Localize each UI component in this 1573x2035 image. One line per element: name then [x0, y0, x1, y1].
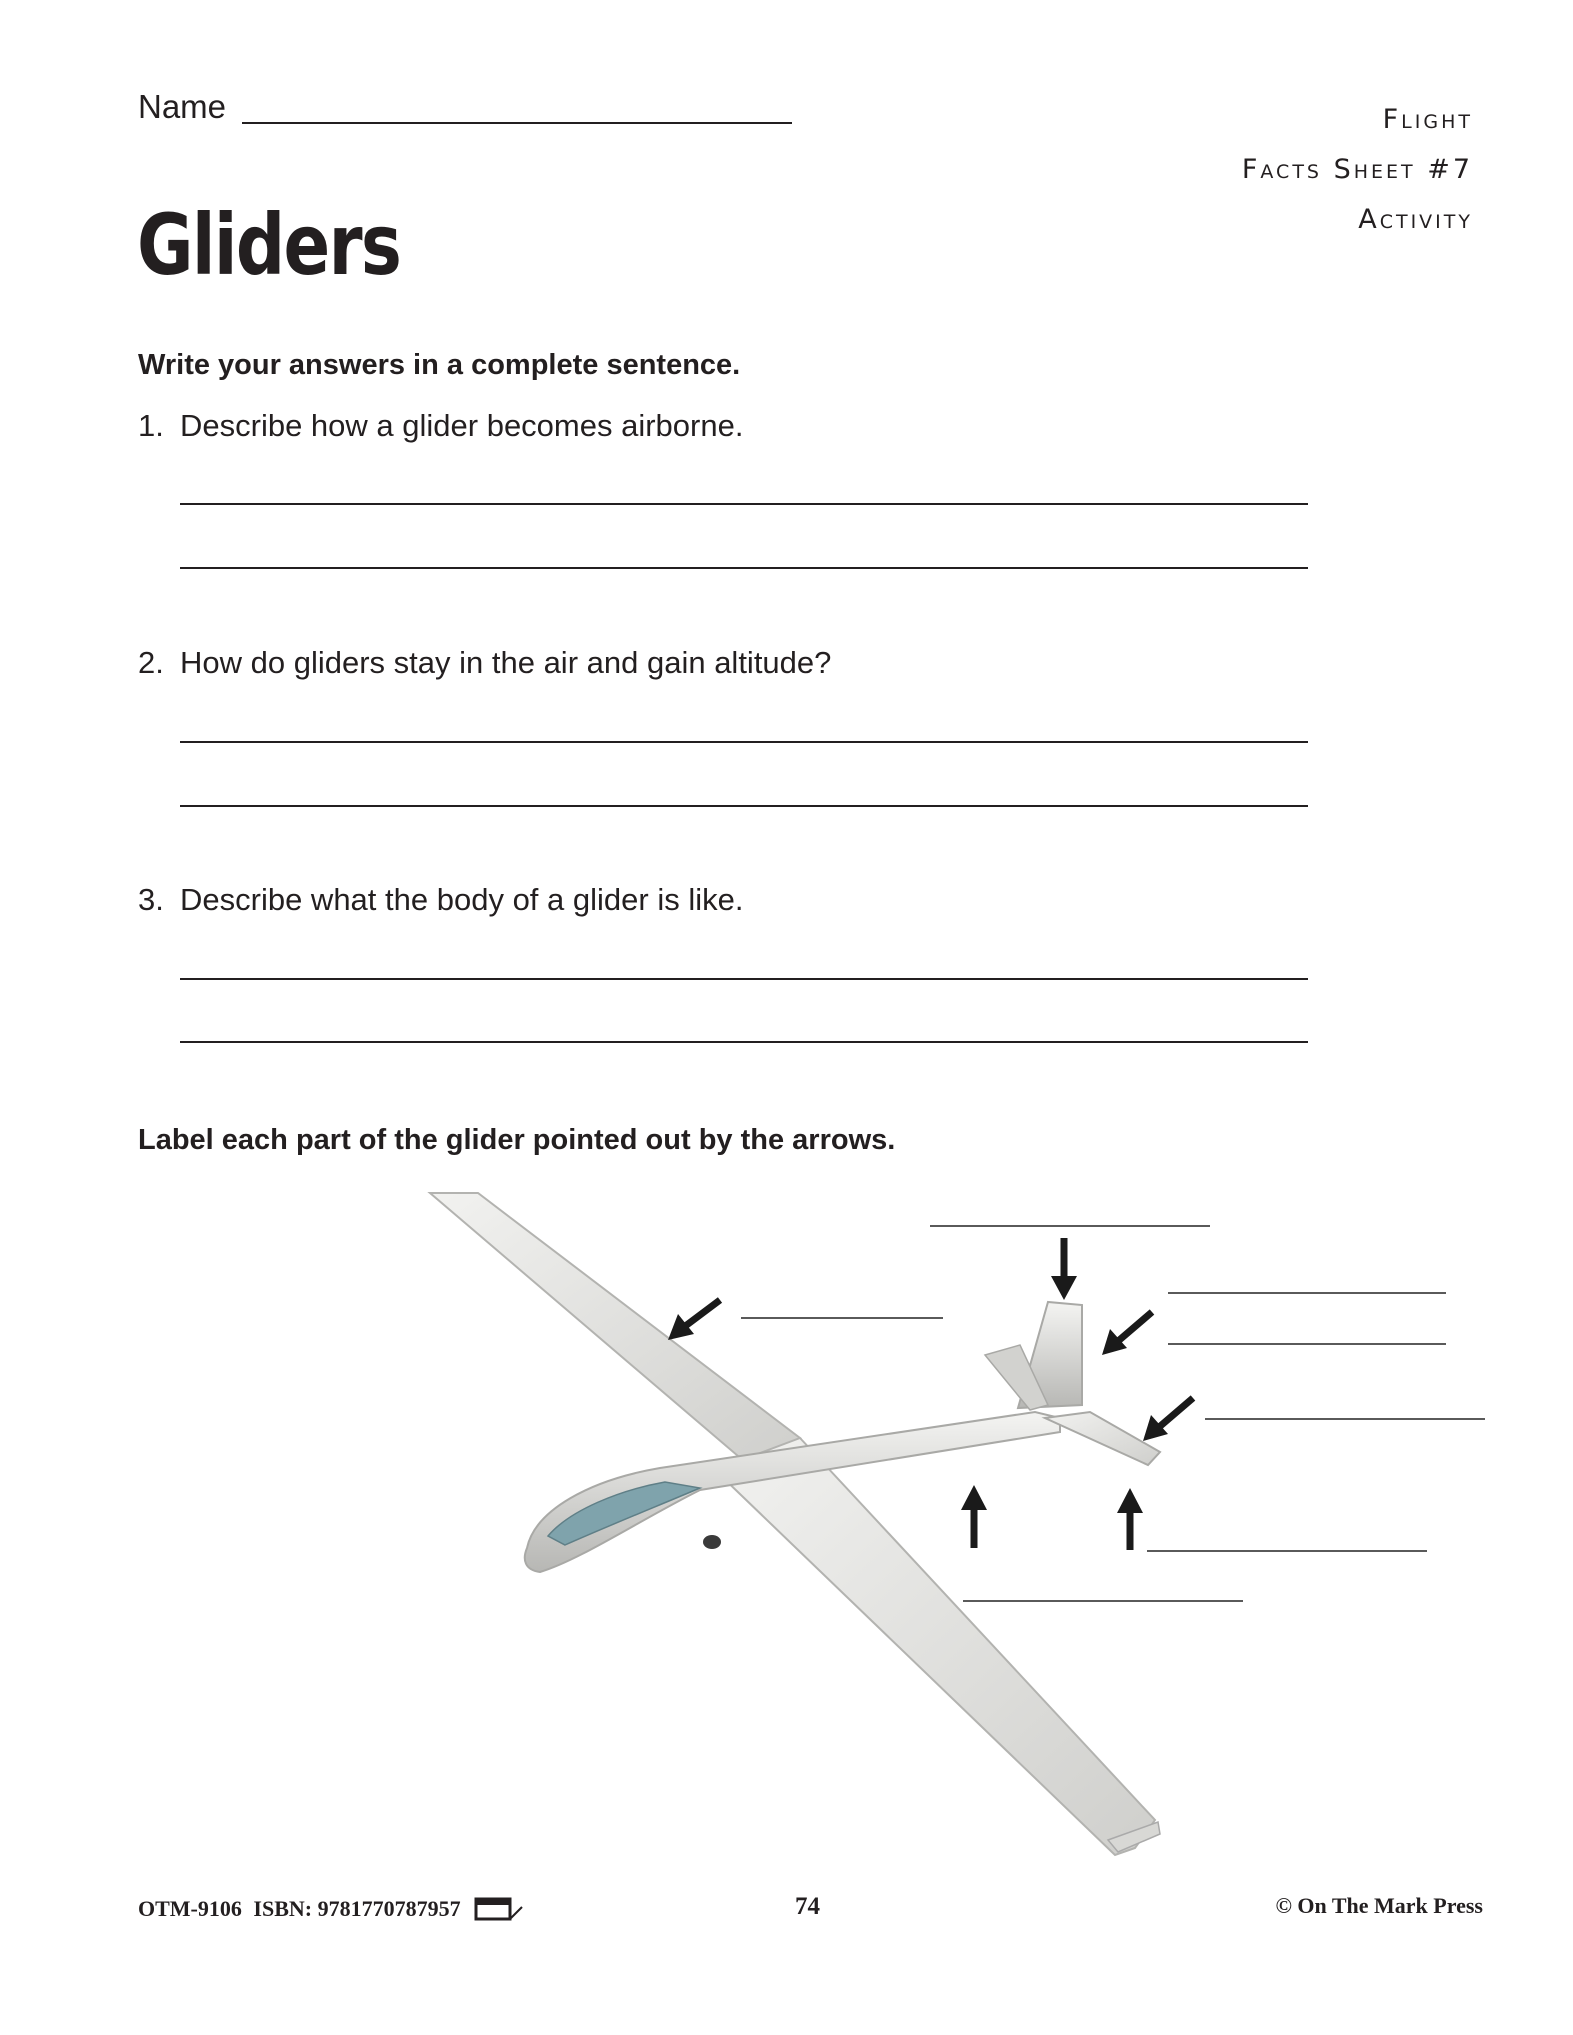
- product-code: OTM-9106: [138, 1896, 242, 1922]
- publisher-logo-icon: [472, 1893, 524, 1929]
- section1-instruction: Write your answers in a complete sentence.: [138, 349, 741, 381]
- footer-left: [138, 1893, 524, 1929]
- right-stabilizer: [1045, 1412, 1160, 1465]
- pointer-arrows: [668, 1238, 1193, 1550]
- landing-wheel: [703, 1535, 721, 1549]
- question-text: How do gliders stay in the air and gain altitude?: [180, 645, 832, 680]
- left-wing: [430, 1193, 800, 1462]
- question-text: Describe how a glider becomes airborne.: [180, 408, 744, 443]
- series-line-type: Activity: [1358, 204, 1473, 235]
- arrow-stabilizer: [1117, 1488, 1143, 1550]
- arrow-fin-top: [1051, 1238, 1077, 1300]
- series-line-sheet: Facts Sheet #7: [1241, 154, 1473, 185]
- label-line-rudder[interactable]: [1168, 1343, 1446, 1345]
- label-line-wing[interactable]: [741, 1317, 943, 1319]
- publisher: © On The Mark Press: [1275, 1893, 1483, 1918]
- section2-instruction: Label each part of the glider pointed out by the arrows.: [138, 1124, 896, 1156]
- label-line-upper-right[interactable]: [1168, 1292, 1446, 1294]
- arrow-fuselage: [961, 1485, 987, 1548]
- page-number: 74: [795, 1893, 820, 1920]
- label-line-fin-top[interactable]: [930, 1225, 1210, 1227]
- arrow-wing: [668, 1300, 720, 1340]
- right-wing: [715, 1438, 1155, 1855]
- isbn: ISBN: 9781770787957: [253, 1896, 461, 1922]
- question-number: 1.: [138, 408, 164, 443]
- arrow-rudder: [1102, 1312, 1152, 1355]
- arrow-elevator: [1143, 1398, 1193, 1441]
- name-label: Name: [138, 88, 227, 125]
- page-title: Gliders: [137, 196, 401, 294]
- label-line-elevator[interactable]: [1205, 1418, 1485, 1420]
- question-number: 2.: [138, 645, 164, 680]
- label-line-stabilizer[interactable]: [1147, 1550, 1427, 1552]
- label-line-fuselage[interactable]: [963, 1600, 1243, 1602]
- question-text: Describe what the body of a glider is like.: [180, 882, 744, 917]
- question-number: 3.: [138, 882, 164, 917]
- series-line-subject: Flight: [1382, 104, 1473, 135]
